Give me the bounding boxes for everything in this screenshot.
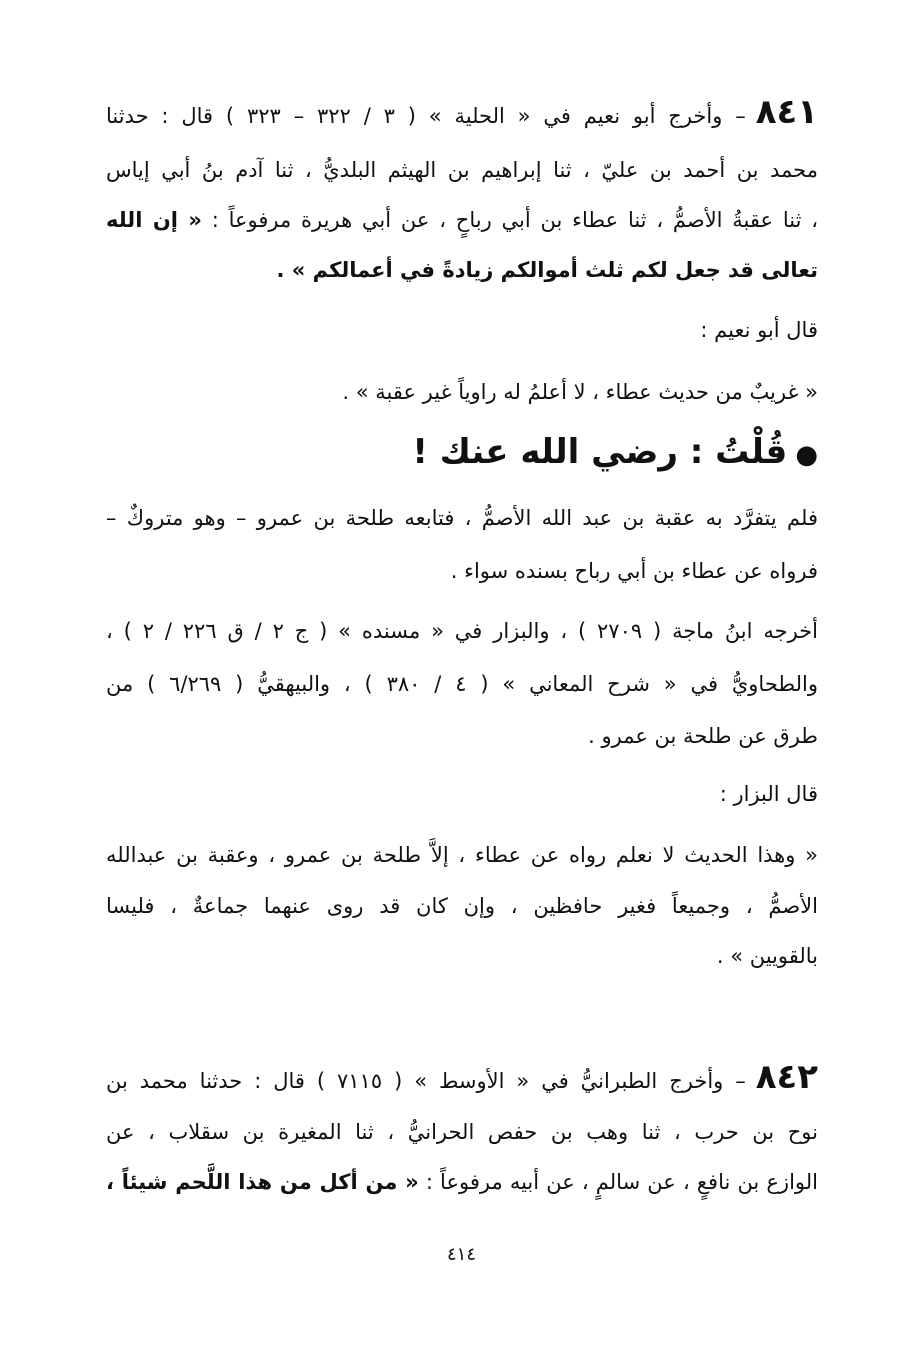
paragraph-1-line-1: فلم يتفرَّد به عقبة بن عبد الله الأصمُّ ، فتابعه طلحة بن عمرو – وهو متروكٌ –: [106, 506, 818, 530]
paragraph-1-line-2: فرواه عن عطاء بن أبي رباح بسنده سواء .: [450, 559, 818, 583]
bazzar-quote-line-2: الأصمُّ ، وجميعاً فغير حافظين ، وإن كان قد روى عنهما جماعةٌ ، فليسا: [106, 894, 818, 918]
bazzar-intro: قال البزار :: [719, 782, 818, 806]
heading-text: قُلْتُ : رضي الله عنك !: [412, 432, 788, 472]
page-number: ٤١٤: [446, 1244, 476, 1265]
entry-841-line-4: تعالى قد جعل لكم ثلث أموالكم زيادةً في أعمالكم » .: [276, 258, 818, 282]
paragraph-2-line-1: أخرجه ابنُ ماجة ( ٢٧٠٩ ) ، والبزار في « مسنده » ( ج ٢ / ق ٢٢٦ / ٢ ) ،: [106, 619, 818, 643]
bazzar-quote-line-3: بالقويين » .: [716, 944, 818, 968]
entry-841-line-3: [106, 200, 818, 240]
entry-number-842: ٨٤٢: [755, 1057, 818, 1097]
paragraph-2-line-2: والطحاويُّ في « شرح المعاني » ( ٤ / ٣٨٠ ) ، والبيهقيُّ ( ٦/٢٦٩ ) من: [106, 672, 818, 696]
entry-841-line-1: [106, 92, 818, 136]
entry-number-841: ٨٤١: [755, 92, 818, 132]
abu-nuaym-intro: قال أبو نعيم :: [700, 318, 818, 342]
entry-841-text-3: ، ثنا عقبةُ الأصمُّ ، ثنا عطاء بن أبي رباحٍ ، عن أبي هريرة مرفوعاً :: [211, 208, 818, 232]
bullet-icon: ●: [795, 440, 818, 470]
entry-842-text-1: – وأخرج الطبرانيُّ في « الأوسط » ( ٧١١٥ ) قال : حدثنا محمد بن: [106, 1069, 746, 1093]
hadith-text-start: « إن الله: [106, 208, 202, 232]
hadith-842-text-start: « من أكل من هذا اللَّحم شيئاً ،: [106, 1170, 419, 1194]
entry-842-line-1: [106, 1057, 818, 1101]
paragraph-2-line-3: طرق عن طلحة بن عمرو .: [588, 724, 818, 748]
entry-842-text-3: الوازع بن نافعٍ ، عن سالمٍ ، عن أبيه مرفوعاً :: [425, 1170, 818, 1194]
abu-nuaym-quote: « غريبٌ من حديث عطاء ، لا أعلمُ له راوياً غير عقبة » .: [342, 380, 818, 404]
entry-841-text-1: – وأخرج أبو نعيم في « الحلية » ( ٣ / ٣٢٢ – ٣٢٣ ) قال : حدثنا: [106, 104, 746, 128]
section-heading: [106, 424, 818, 483]
entry-842-line-3: [106, 1162, 818, 1202]
bazzar-quote-line-1: « وهذا الحديث لا نعلم رواه عن عطاء ، إلاَّ طلحة بن عمرو ، وعقبة بن عبدالله: [106, 843, 818, 867]
entry-841-line-2: محمد بن أحمد بن عليّ ، ثنا إبراهيم بن الهيثم البلديُّ ، ثنا آدم بنُ أبي إياس: [106, 158, 818, 182]
entry-842-line-2: نوح بن حرب ، ثنا وهب بن حفص الحرانيُّ ، ثنا المغيرة بن سقلاب ، عن: [106, 1120, 818, 1144]
